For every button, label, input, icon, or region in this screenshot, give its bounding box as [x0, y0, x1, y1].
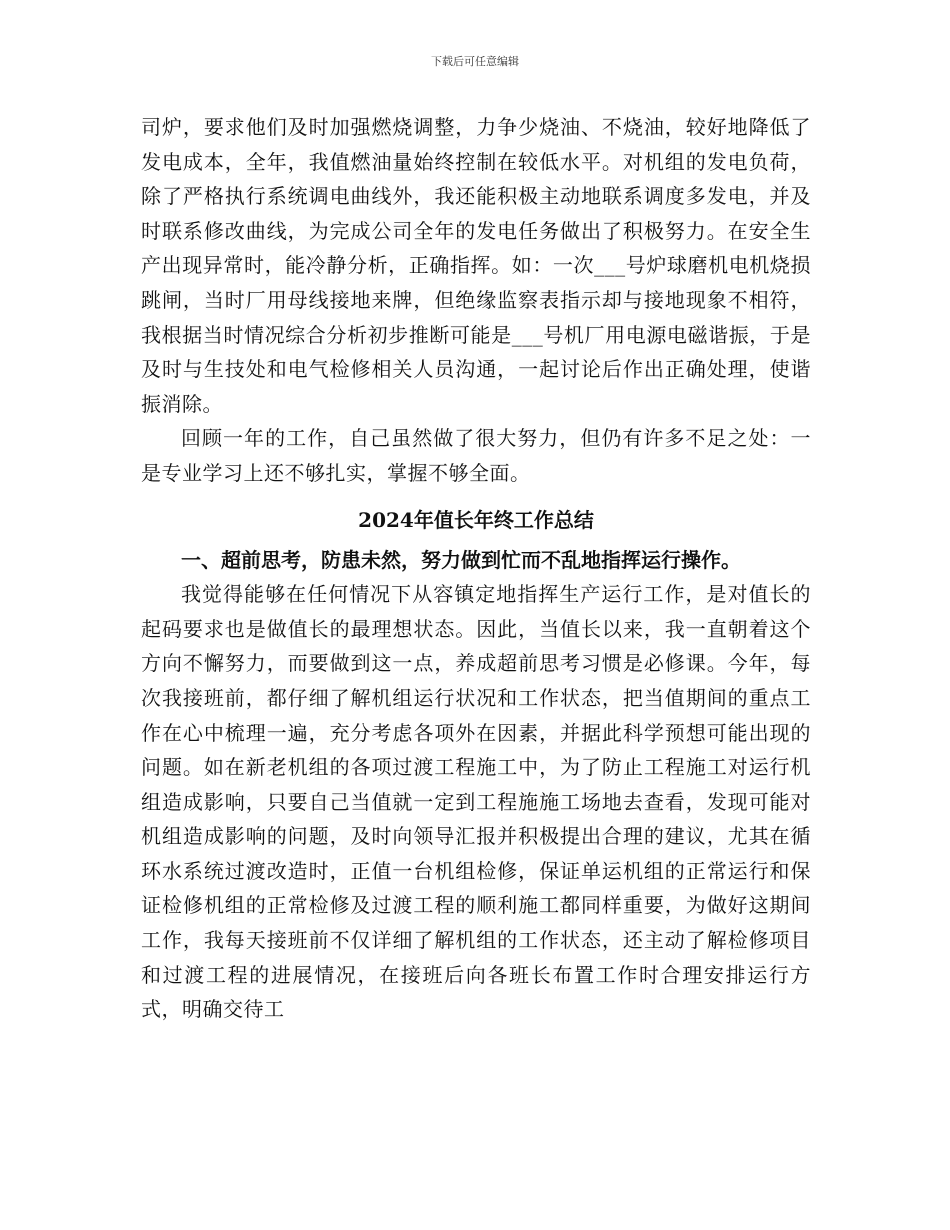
paragraph-2: 回顾一年的工作，自己虽然做了很大努力，但仍有许多不足之处：一是专业学习上还不够扎实，掌握不够全面。 — [141, 426, 811, 485]
paragraph-1: 司炉，要求他们及时加强燃烧调整，力争少烧油、不烧油，较好地降低了发电成本，全年，我值燃油量始终控制在较低水平。对机组的发电负荷，除了严格执行系统调电曲线外，我还能积极主动地联系调度多发电，并及时联系修改曲线，为完成公司全年的发电任务做出了积极努力。在安全生产出现异常时，能冷静分析，正确指挥。如：一次___号炉球磨机电机烧损跳闸，当时厂用母线接地来牌，但绝缘监察表指示却与接地现象不相符，我根据当时情况综合分析初步推断可能是___号机厂用电源电磁谐振，于是及时与生技处和电气检修相关人员沟通，一起讨论后作出正确处理，使谐振消除。 — [141, 115, 811, 416]
paragraph-3: 我觉得能够在任何情况下从容镇定地指挥生产运行工作，是对值长的起码要求也是做值长的最理想状态。因此，当值长以来，我一直朝着这个方向不懈努力，而要做到这一点，养成超前思考习惯是必修课。今年，每次我接班前，都仔细了解机组运行状况和工作状态，把当值期间的重点工作在心中梳理一遍，充分考虑各项外在因素，并据此科学预想可能出现的问题。如在新老机组的各项过渡工程施工中，为了防止工程施工对运行机组造成影响，只要自己当值就一定到工程施施工场地去查看，发现可能对机组造成影响的问题，及时向领导汇报并积极提出合理的建议，尤其在循环水系统过渡改造时，正值一台机组检修，保证单运机组的正常运行和保证检修机组的正常检修及过渡工程的顺利施工都同样重要，为做好这期间工作，我每天接班前不仅详细了解机组的工作状态，还主动了解检修项目和过渡工程的进展情况，在接班后向各班长布置工作时合理安排运行方式，明确交待工 — [141, 582, 811, 1022]
document-body — [141, 110, 811, 1027]
page-header: 下载后可任意编辑 — [431, 55, 519, 68]
document-title: 2024年值长年终工作总结 — [358, 507, 594, 532]
section-heading-1: 一、超前思考，防患未然，努力做到忙而不乱地指挥运行操作。 — [181, 547, 741, 572]
